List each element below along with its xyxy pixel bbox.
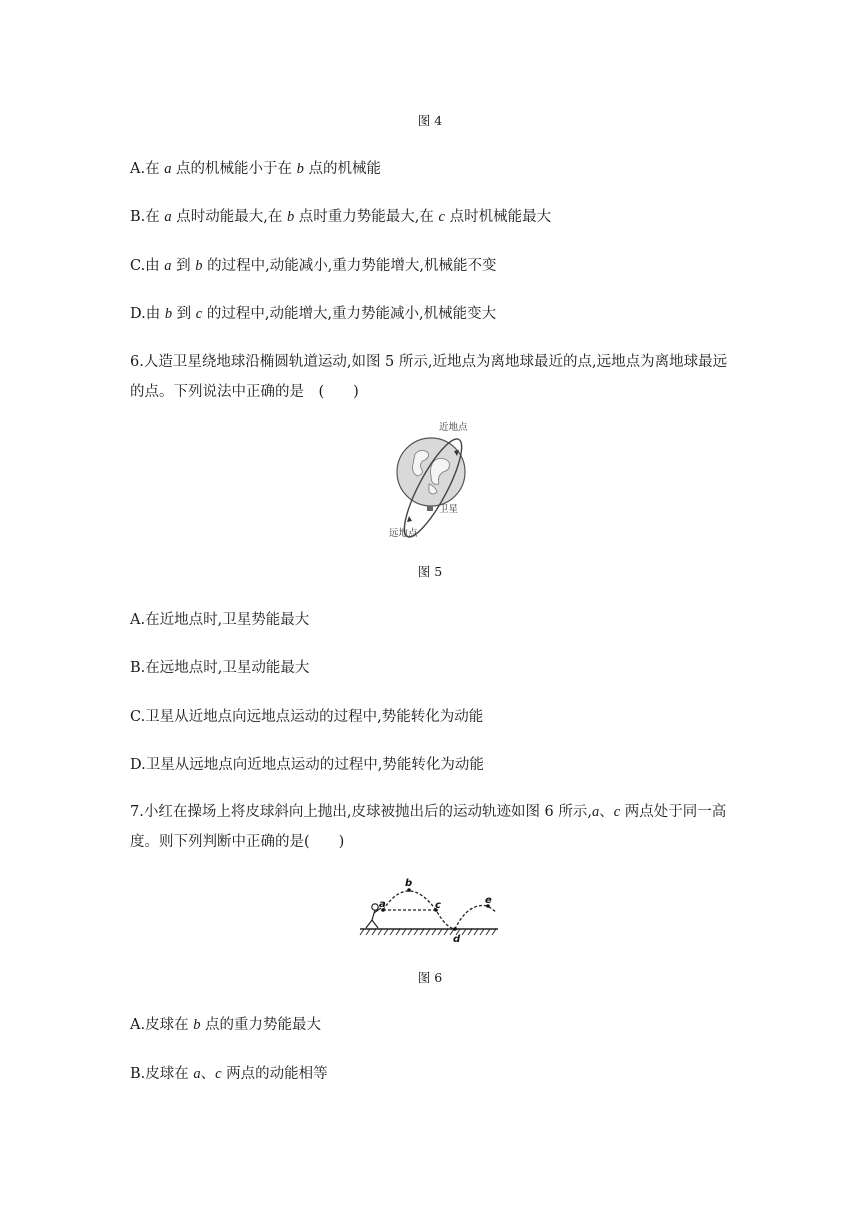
q7-option-a: A.皮球在 b 点的重力势能最大 (130, 1017, 322, 1033)
q6-stem: 6.人造卫星绕地球沿椭圆轨道运动,如图 5 所示,近地点为离地球最近的点,远地点为离地球最远的点。下列说法中正确的是 ( ) (130, 354, 728, 400)
q5-option-d: D.由 b 到 c 的过程中,动能增大,重力势能减小,机械能变大 (130, 306, 497, 322)
q7-option-b: B.皮球在 a、c 两点的动能相等 (130, 1066, 328, 1082)
q5-option-c: C.由 a 到 b 的过程中,动能减小,重力势能增大,机械能不变 (130, 258, 497, 274)
figure-6-caption: 图 6 (417, 970, 443, 985)
satellite-icon (427, 506, 433, 511)
perigee-label: 近地点 (439, 422, 468, 433)
q5-option-b: B.在 a 点时动能最大,在 b 点时重力势能最大,在 c 点时机械能最大 (130, 209, 552, 225)
figure-4-caption: 图 4 (417, 113, 443, 128)
q7-stem: 7.小红在操场上将皮球斜向上抛出,皮球被抛出后的运动轨迹如图 6 所示,a、c 两点处于同一高度。则下列判断中正确的是( ) (130, 804, 727, 850)
point-d-label: d (453, 934, 461, 945)
q5-option-a: A.在 a 点的机械能小于在 b 点的机械能 (130, 161, 382, 177)
point-c-label: c (435, 900, 441, 911)
q6-option-a: A.在近地点时,卫星势能最大 (130, 612, 310, 628)
point-a-label: a (379, 899, 386, 910)
q6-option-b: B.在远地点时,卫星动能最大 (130, 660, 310, 676)
q6-option-d: D.卫星从远地点向近地点运动的过程中,势能转化为动能 (130, 757, 484, 773)
q6-option-c: C.卫星从近地点向远地点运动的过程中,势能转化为动能 (130, 709, 484, 725)
apogee-label: 远地点 (389, 528, 418, 539)
point-b-label: b (405, 878, 413, 889)
figure-6-trajectory-diagram (358, 872, 500, 948)
figure-5-caption: 图 5 (417, 564, 443, 579)
satellite-label: 卫星 (439, 504, 459, 515)
point-e-label: e (485, 895, 492, 906)
figure-5-orbit-diagram (385, 420, 485, 542)
